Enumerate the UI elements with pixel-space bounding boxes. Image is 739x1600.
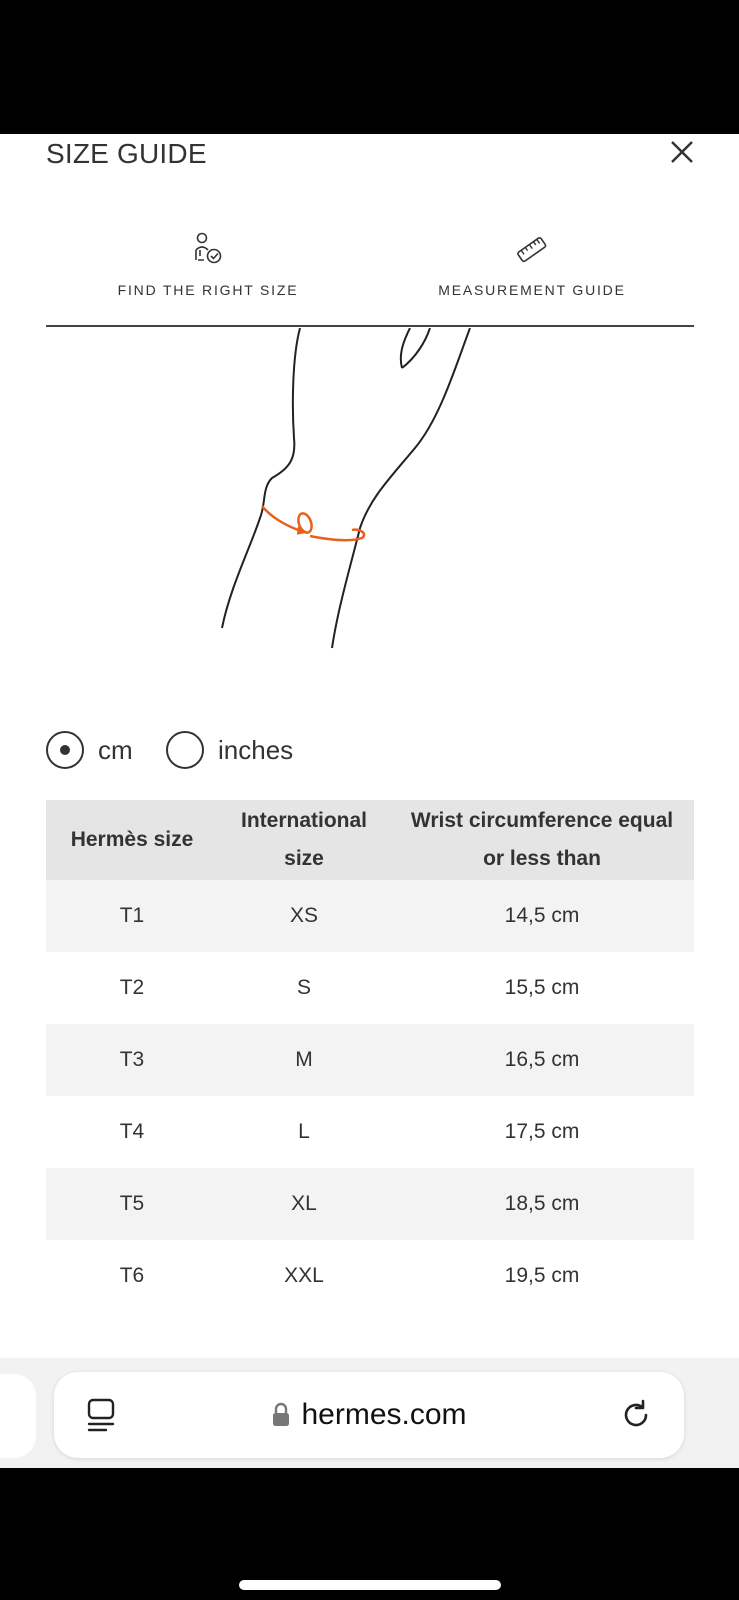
cell-wrist-circumference: 14,5 cm xyxy=(504,904,580,927)
unit-label-cm: cm xyxy=(98,734,133,765)
status-bar-area xyxy=(0,0,739,134)
header-international-size xyxy=(218,802,390,878)
lock-icon xyxy=(271,1402,291,1428)
table-row xyxy=(46,952,694,1024)
cell-international-size: L xyxy=(298,1120,310,1143)
header-international-size-line2: size xyxy=(284,847,324,870)
cell-wrist-circumference: 18,5 cm xyxy=(504,1192,580,1215)
cell-hermes-size: T3 xyxy=(119,1048,145,1071)
tab-bar xyxy=(46,230,694,322)
header-hermes-size: Hermès size xyxy=(70,828,194,851)
cell-wrist-circumference: 17,5 cm xyxy=(504,1120,580,1143)
radio-circle-cm xyxy=(46,731,84,769)
address-bar[interactable] xyxy=(54,1372,684,1458)
cell-hermes-size: T4 xyxy=(119,1120,145,1143)
previous-tab-preview[interactable] xyxy=(0,1374,36,1458)
table-row xyxy=(46,1240,694,1312)
close-button[interactable] xyxy=(664,134,700,170)
size-table xyxy=(46,800,694,1312)
unit-label-inches: inches xyxy=(218,734,294,765)
wrist-measurement-illustration xyxy=(200,328,500,798)
cell-international-size: XXL xyxy=(284,1264,324,1287)
table-row xyxy=(46,880,694,952)
cell-hermes-size: T5 xyxy=(119,1192,145,1215)
close-icon xyxy=(664,134,700,170)
header-wrist-circumference-line2: or less than xyxy=(483,847,601,870)
cell-wrist-circumference: 19,5 cm xyxy=(504,1264,580,1287)
tab-measurement-guide-label: MEASUREMENT GUIDE xyxy=(438,282,626,298)
cell-international-size: S xyxy=(296,976,311,999)
table-row xyxy=(46,1096,694,1168)
tab-find-right-size[interactable] xyxy=(46,230,370,322)
cell-wrist-circumference: 16,5 cm xyxy=(504,1048,580,1071)
radio-circle-inches xyxy=(166,731,204,769)
unit-selector xyxy=(46,730,694,778)
url-text: hermes.com xyxy=(301,1398,467,1431)
cell-hermes-size: T6 xyxy=(119,1264,145,1287)
table-row xyxy=(46,1024,694,1096)
table-row xyxy=(46,1168,694,1240)
unit-radio-inches[interactable] xyxy=(166,730,293,770)
browser-toolbar xyxy=(0,1358,739,1468)
home-indicator[interactable] xyxy=(239,1580,501,1590)
tab-find-right-size-label: FIND THE RIGHT SIZE xyxy=(117,282,299,298)
unit-radio-cm[interactable] xyxy=(46,730,133,770)
header-wrist-circumference-line1: Wrist circumference equal xyxy=(410,809,674,832)
cell-international-size: M xyxy=(295,1048,313,1071)
reload-icon[interactable] xyxy=(619,1398,653,1432)
cell-wrist-circumference: 15,5 cm xyxy=(504,976,580,999)
tab-underline xyxy=(46,325,694,327)
header-international-size-line1: International xyxy=(240,809,367,832)
person-check-icon xyxy=(188,230,228,270)
cell-international-size: XL xyxy=(291,1192,317,1215)
size-guide-sheet xyxy=(0,134,739,1358)
tab-measurement-guide[interactable] xyxy=(370,230,694,322)
cell-hermes-size: T1 xyxy=(119,904,145,927)
cell-international-size: XS xyxy=(289,904,318,927)
radio-selected-dot xyxy=(60,745,70,755)
page-title: SIZE GUIDE xyxy=(46,138,207,169)
cell-hermes-size: T2 xyxy=(119,976,145,999)
table-header-row xyxy=(46,800,694,880)
ruler-icon xyxy=(512,230,552,270)
header-wrist-circumference xyxy=(390,802,694,878)
url-display xyxy=(54,1372,684,1458)
